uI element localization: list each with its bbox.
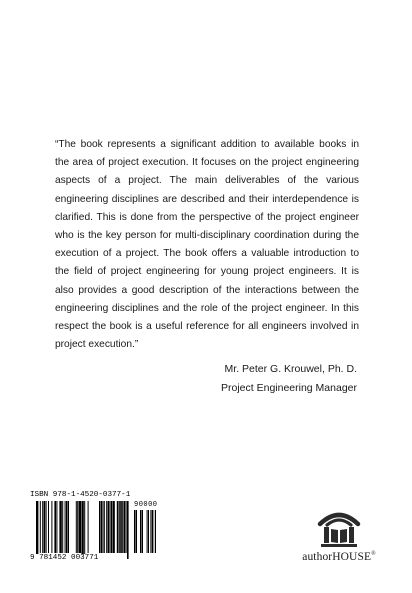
barcode-bar: [84, 501, 85, 559]
back-cover-blurb: “The book represents a significant addition to available books in the area of project execution. It focuses on the project engineering aspects of a project. The main deliverables of the various engineering disciplines are described and their interdependence is clarified. This is done from the perspective of the project engineer who is the key person for multi-disciplinary coordination during the execution of a project. The book offers a valuable introduction to the field of project engineering for young project engineers. It is also provides a good description of the interactions between the engineering disciplines and the role of the project engineer. In this respect the book is a useful reference for all engineers involved in project execution.”: [55, 139, 359, 351]
barcode-bar: [76, 501, 77, 553]
barcode-bar: [40, 501, 41, 553]
ean-digits: 9 781452 003771: [30, 554, 99, 562]
barcode-bar: [106, 501, 107, 553]
barcode-bar: [48, 501, 49, 553]
barcode-bar: [117, 501, 119, 553]
barcode-bar: [104, 501, 105, 553]
barcode-bar: [127, 501, 129, 559]
barcode-bar: [124, 501, 126, 553]
isbn-barcode: [30, 491, 158, 563]
barcode-bar: [110, 501, 111, 553]
publisher-logo: [294, 508, 384, 563]
barcode-bar: [54, 501, 56, 553]
barcode-bar: [119, 501, 120, 553]
barcode-bar: [126, 501, 127, 553]
barcode-bar: [65, 501, 66, 553]
barcode-bar: [42, 501, 43, 553]
barcode-bar: [102, 501, 103, 553]
barcode-bar: [51, 501, 52, 553]
barcode-bar: [147, 510, 148, 553]
barcode-bar: [44, 501, 46, 553]
attribution-title: Project Engineering Manager: [221, 382, 357, 394]
barcode-bar: [36, 501, 38, 559]
barcode-bar: [79, 501, 81, 553]
barcode-bar: [135, 510, 137, 553]
barcode-bar: [111, 501, 112, 553]
ean-barcode-bars: [36, 501, 130, 559]
barcode-bar: [112, 501, 114, 553]
barcode-bar: [152, 510, 154, 553]
addon-digits: 90000: [134, 501, 158, 509]
addon-barcode-bars: [134, 510, 156, 559]
barcode-bar: [62, 501, 63, 553]
barcode-bar: [120, 501, 122, 553]
barcode-bar: [148, 510, 149, 553]
quote-attribution: [221, 360, 357, 398]
barcode-bar: [67, 501, 69, 553]
barcode-bar: [155, 510, 156, 553]
barcode-bar: [134, 510, 135, 553]
attribution-name: Mr. Peter G. Krouwel, Ph. D.: [224, 363, 357, 375]
house-book-icon: [317, 508, 361, 548]
barcode-bar: [88, 501, 89, 553]
registered-mark: ®: [371, 551, 376, 558]
barcode-bar: [77, 501, 78, 553]
isbn-label: ISBN 978-1-4520-0377-1: [30, 491, 131, 499]
barcode-bar: [59, 501, 61, 553]
barcode-bar: [101, 501, 102, 553]
barcode-bar: [150, 510, 151, 553]
publisher-name-text: authorHOUSE: [302, 551, 372, 563]
barcode-bar: [141, 510, 143, 553]
barcode-bar: [81, 501, 83, 559]
barcode-bar: [108, 501, 110, 553]
barcode-bar: [46, 501, 47, 553]
barcode-bar: [66, 501, 67, 553]
barcode-bar: [140, 510, 141, 553]
barcode-bar: [122, 501, 123, 553]
publisher-name: [294, 551, 384, 563]
barcode-bar: [56, 501, 57, 553]
barcode-bar: [99, 501, 101, 553]
